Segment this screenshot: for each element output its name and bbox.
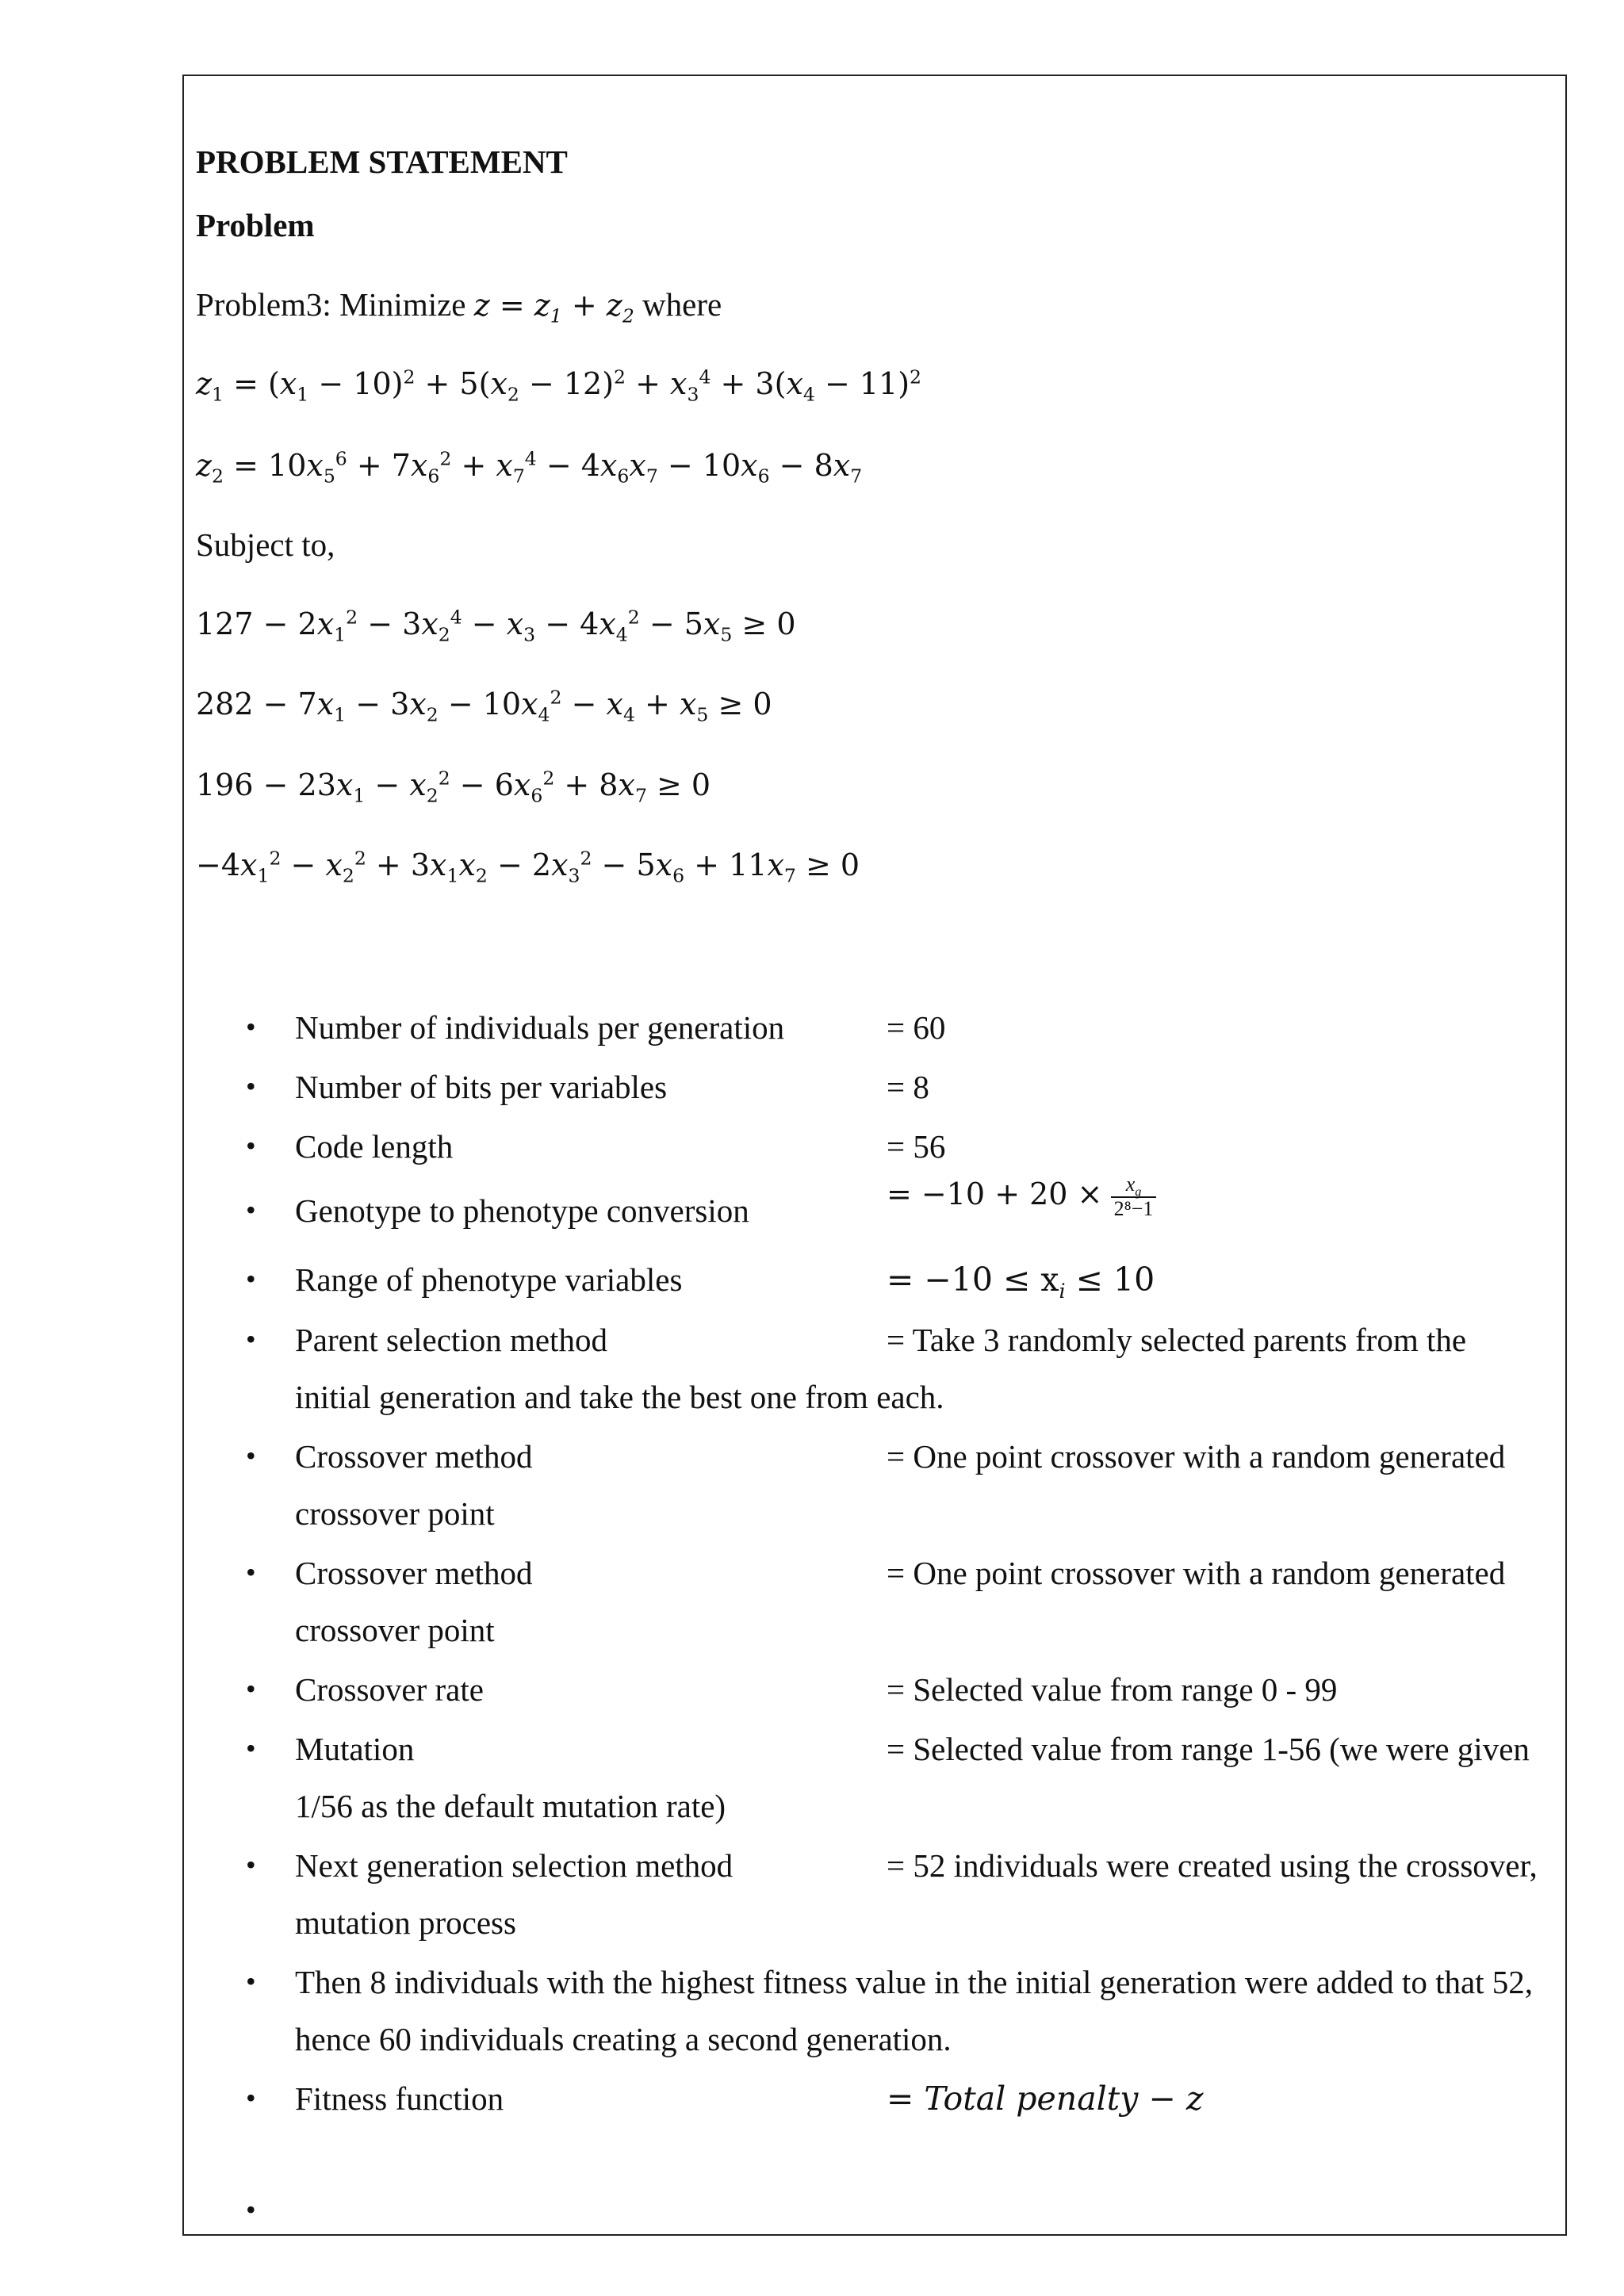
- list-item-value: = One point crossover with a random generated: [887, 1555, 1506, 1591]
- bullet-marker: •: [246, 1130, 256, 1161]
- list-item-value: [887, 1173, 1156, 1220]
- range-tail: ≤ 10: [1065, 1261, 1155, 1299]
- bullet-marker: •: [246, 1849, 256, 1881]
- fraction-numerator: x: [1125, 1173, 1136, 1196]
- list-item-label: Crossover method: [295, 1438, 533, 1475]
- problem-intro: Problem3: Minimize: [196, 286, 466, 323]
- constraint-2: $282 - 7x_1 - 3x_2 - 10x_4^2 - x_4 + x_5 \ge 0$: [196, 686, 772, 726]
- bullet-marker: •: [246, 1440, 256, 1471]
- list-item-label: Crossover rate: [295, 1671, 484, 1708]
- list-item-label: Crossover method: [295, 1555, 533, 1591]
- constraint-4: $-4x_1^2 - x_2^2 + 3x_1x_2 - 2x_3^2 - 5x_6 + 11x_7 \ge 0$: [196, 847, 860, 887]
- subheading: Problem: [196, 207, 315, 243]
- bullet-marker: •: [246, 1673, 256, 1705]
- objective-equation: $z = z_1 + z_2$: [473, 288, 634, 327]
- bullet-marker: •: [246, 1556, 256, 1588]
- list-item-continuation: mutation process: [295, 1904, 516, 1941]
- list-item-continuation: initial generation and take the best one from each.: [295, 1379, 944, 1415]
- bullet-marker: •: [246, 1194, 256, 1226]
- list-item-label: Number of bits per variables: [295, 1069, 668, 1105]
- list-item-continuation: hence 60 individuals creating a second generation.: [295, 2021, 952, 2057]
- bullet-marker: •: [246, 1732, 256, 1764]
- list-item-label: Next generation selection method: [295, 1847, 733, 1884]
- list-item-continuation: crossover point: [295, 1612, 495, 1648]
- bullet-marker: •: [246, 1323, 256, 1355]
- list-item-label: Then 8 individuals with the highest fitness value in the initial generation were added to that 52,: [295, 1964, 1534, 2000]
- list-item-label: Number of individuals per generation: [295, 1009, 785, 1046]
- list-item-value: = 52 individuals were created using the crossover,: [887, 1847, 1538, 1884]
- conversion-fraction: [1111, 1173, 1157, 1220]
- list-item-continuation: 1/56 as the default mutation rate): [295, 1788, 726, 1824]
- equation-z2: $z_2 = 10x_5^6 + 7x_6^2 + x_7^4 - 4x_6x_7 - 10x_6 - 8x_7$: [196, 447, 863, 488]
- list-item-value: = Selected value from range 0 - 99: [887, 1671, 1338, 1708]
- fraction-numerator-sub: g: [1135, 1185, 1142, 1200]
- list-item-label: Genotype to phenotype conversion: [295, 1192, 749, 1229]
- constraint-3: $196 - 23x_1 - x_2^2 - 6x_6^2 + 8x_7 \ge 0$: [196, 767, 711, 807]
- list-item-value: = Selected value from range 1-56 (we were given: [887, 1731, 1530, 1767]
- problem-statement-line: [196, 285, 722, 327]
- list-item-label: Range of phenotype variables: [295, 1261, 683, 1298]
- fraction-denominator: 2⁸−1: [1113, 1196, 1154, 1220]
- list-item-value: = Take 3 randomly selected parents from the: [887, 1322, 1467, 1358]
- list-item-value: = 56: [887, 1128, 946, 1165]
- list-item-label: Parent selection method: [295, 1322, 607, 1358]
- range-subscript: i: [1059, 1279, 1066, 1303]
- subject-to-label: Subject to,: [196, 526, 335, 563]
- list-item-value: = Total penalty − z: [887, 2080, 1204, 2118]
- bullet-marker: •: [246, 1070, 256, 1102]
- list-item-label: Mutation: [295, 1731, 415, 1767]
- list-item-label: Fitness function: [295, 2080, 504, 2117]
- section-heading: PROBLEM STATEMENT: [196, 144, 568, 180]
- range-expression: = −10 ≤ x: [887, 1261, 1059, 1299]
- list-item-value: [887, 1261, 1155, 1303]
- constraint-1: $127 - 2x_1^2 - 3x_2^4 - x_3 - 4x_4^2 - 5x_5 \ge 0$: [196, 606, 796, 646]
- list-item-value: = 60: [887, 1009, 946, 1046]
- list-item-value: = One point crossover with a random generated: [887, 1438, 1506, 1475]
- problem-where: where: [642, 286, 722, 323]
- list-item-label: Code length: [295, 1128, 454, 1165]
- bullet-marker-empty: •: [246, 2194, 256, 2225]
- list-item-continuation: crossover point: [295, 1495, 495, 1532]
- bullet-marker: •: [246, 1965, 256, 1997]
- bullet-marker: •: [246, 1011, 256, 1043]
- bullet-marker: •: [246, 1263, 256, 1295]
- list-item-value: = 8: [887, 1069, 929, 1105]
- conversion-prefix: = −10 + 20 ×: [887, 1177, 1103, 1211]
- bullet-marker: •: [246, 2082, 256, 2114]
- equation-z1: $z_1 = (x_1 - 10)^2 + 5(x_2 - 12)^2 + x_3^4 + 3(x_4 - 11)^2$: [196, 365, 922, 406]
